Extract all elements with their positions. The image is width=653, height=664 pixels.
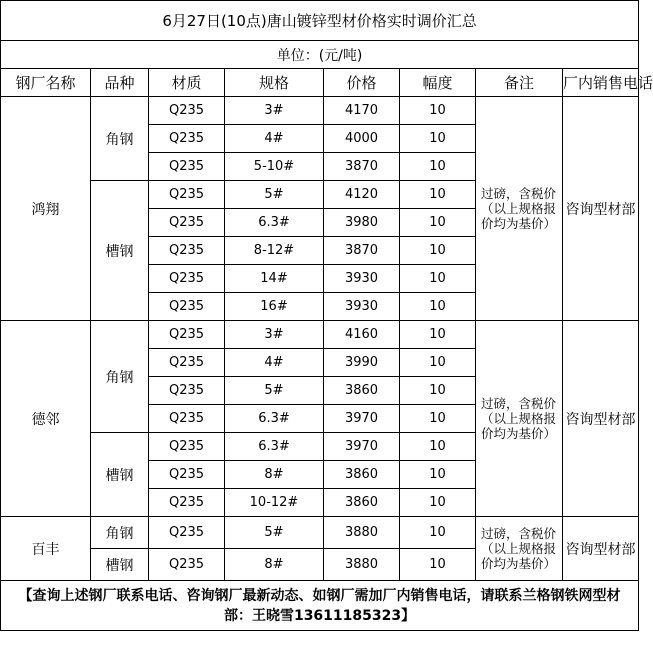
- material-cell: Q235: [149, 209, 225, 237]
- sales-phone-cell: 咨询型材部: [563, 97, 639, 321]
- change-cell: 10: [400, 321, 476, 349]
- variety-cell: 角钢: [91, 517, 149, 549]
- change-cell: 10: [400, 237, 476, 265]
- change-cell: 10: [400, 489, 476, 517]
- change-cell: 10: [400, 549, 476, 581]
- change-cell: 10: [400, 517, 476, 549]
- table-row: [1, 97, 639, 125]
- price-cell: 3860: [324, 461, 400, 489]
- change-cell: 10: [400, 153, 476, 181]
- header-material: 材质: [149, 69, 225, 97]
- header-row: [1, 69, 639, 97]
- material-cell: Q235: [149, 461, 225, 489]
- change-cell: 10: [400, 181, 476, 209]
- spec-cell: 8-12#: [225, 237, 324, 265]
- spec-cell: 6.3#: [225, 209, 324, 237]
- change-cell: 10: [400, 265, 476, 293]
- sales-phone-cell: 咨询型材部: [563, 321, 639, 517]
- spec-cell: 3#: [225, 321, 324, 349]
- spec-cell: 8#: [225, 549, 324, 581]
- price-cell: 3970: [324, 405, 400, 433]
- price-cell: 3870: [324, 153, 400, 181]
- footer-row: [1, 581, 639, 631]
- variety-cell: 角钢: [91, 321, 149, 433]
- spec-cell: 5#: [225, 377, 324, 405]
- material-cell: Q235: [149, 181, 225, 209]
- spec-cell: 4#: [225, 125, 324, 153]
- price-cell: 3930: [324, 265, 400, 293]
- material-cell: Q235: [149, 349, 225, 377]
- spec-cell: 5#: [225, 181, 324, 209]
- change-cell: 10: [400, 97, 476, 125]
- price-cell: 3880: [324, 517, 400, 549]
- material-cell: Q235: [149, 97, 225, 125]
- variety-cell: 角钢: [91, 97, 149, 181]
- contact-footer: 【查询上述钢厂联系电话、咨询钢厂最新动态、如钢厂需加厂内销售电话，请联系兰格钢铁网型材部：王晓雪13611185323】: [1, 581, 639, 631]
- header-spec: 规格: [225, 69, 324, 97]
- sales-phone-cell: 咨询型材部: [563, 517, 639, 581]
- material-cell: Q235: [149, 321, 225, 349]
- price-cell: 3860: [324, 489, 400, 517]
- note-cell: 过磅，含税价（以上规格报价均为基价）: [476, 517, 563, 581]
- change-cell: 10: [400, 433, 476, 461]
- price-cell: 4000: [324, 125, 400, 153]
- material-cell: Q235: [149, 153, 225, 181]
- material-cell: Q235: [149, 405, 225, 433]
- spec-cell: 5-10#: [225, 153, 324, 181]
- change-cell: 10: [400, 349, 476, 377]
- page-title: 6月27日(10点)唐山镀锌型材价格实时调价汇总: [1, 1, 639, 41]
- change-cell: 10: [400, 461, 476, 489]
- price-cell: 3930: [324, 293, 400, 321]
- header-price: 价格: [324, 69, 400, 97]
- price-cell: 4160: [324, 321, 400, 349]
- header-note: 备注: [476, 69, 563, 97]
- spec-cell: 4#: [225, 349, 324, 377]
- material-cell: Q235: [149, 489, 225, 517]
- material-cell: Q235: [149, 433, 225, 461]
- spec-cell: 5#: [225, 517, 324, 549]
- change-cell: 10: [400, 209, 476, 237]
- change-cell: 10: [400, 293, 476, 321]
- table-row: [1, 321, 639, 349]
- mill-name: 鸿翔: [1, 97, 91, 321]
- material-cell: Q235: [149, 293, 225, 321]
- mill-name: 百丰: [1, 517, 91, 581]
- note-cell: 过磅，含税价（以上规格报价均为基价）: [476, 97, 563, 321]
- price-cell: 3870: [324, 237, 400, 265]
- spec-cell: 3#: [225, 97, 324, 125]
- price-cell: 3860: [324, 377, 400, 405]
- change-cell: 10: [400, 405, 476, 433]
- spec-cell: 8#: [225, 461, 324, 489]
- price-cell: 4170: [324, 97, 400, 125]
- spec-cell: 6.3#: [225, 405, 324, 433]
- spec-cell: 10-12#: [225, 489, 324, 517]
- material-cell: Q235: [149, 125, 225, 153]
- change-cell: 10: [400, 125, 476, 153]
- price-cell: 3880: [324, 549, 400, 581]
- unit-line: 单位：(元/吨): [1, 41, 639, 69]
- variety-cell: 槽钢: [91, 181, 149, 321]
- spec-cell: 16#: [225, 293, 324, 321]
- price-table-body: [1, 1, 653, 631]
- header-variety: 品种: [91, 69, 149, 97]
- header-phone: 厂内销售电话: [563, 69, 639, 97]
- header-change: 幅度: [400, 69, 476, 97]
- material-cell: Q235: [149, 377, 225, 405]
- variety-cell: 槽钢: [91, 549, 149, 581]
- material-cell: Q235: [149, 265, 225, 293]
- variety-cell: 槽钢: [91, 433, 149, 517]
- material-cell: Q235: [149, 549, 225, 581]
- note-cell: 过磅，含税价（以上规格报价均为基价）: [476, 321, 563, 517]
- material-cell: Q235: [149, 517, 225, 549]
- table-row: [1, 517, 639, 549]
- price-cell: 3990: [324, 349, 400, 377]
- price-cell: 3980: [324, 209, 400, 237]
- material-cell: Q235: [149, 237, 225, 265]
- header-mill: 钢厂名称: [1, 69, 91, 97]
- mill-name: 德邻: [1, 321, 91, 517]
- spec-cell: 6.3#: [225, 433, 324, 461]
- price-cell: 4120: [324, 181, 400, 209]
- change-cell: 10: [400, 377, 476, 405]
- price-cell: 3970: [324, 433, 400, 461]
- spec-cell: 14#: [225, 265, 324, 293]
